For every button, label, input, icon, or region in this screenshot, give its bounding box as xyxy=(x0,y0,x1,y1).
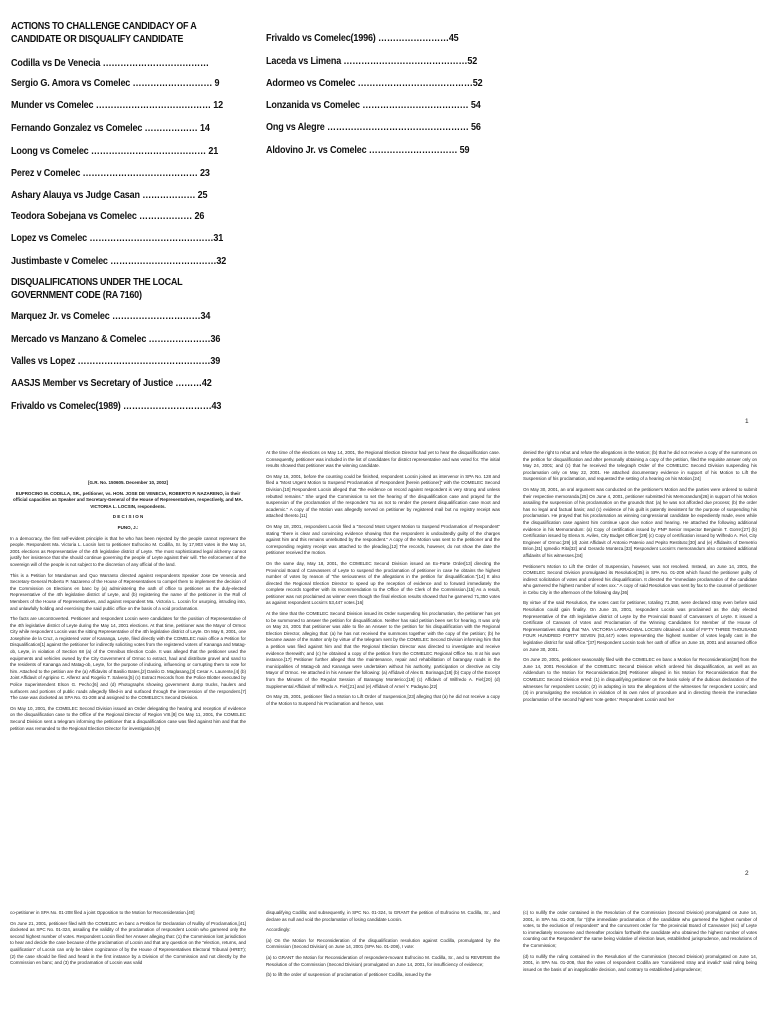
paragraph: This is a Petition for Mandamus and Quo Warranto directed against respondents Speaker Jose De Venecia and Secretary-General Roberto P. Nazareno of the House of Representatives to compel them to implement the decision of the Commission on Elections en banc by (a) administering the oath of office to petitioner as the duly-elected Representative of the 4th legislative district of Leyte, and (b) registering the name of the petitioner in the Roll of Members of the House of Representatives, and against respondent Ma. Victoria L. Locsin for usurping, intruding into, and unlawfully holding and exercising the said public office on the basis of a void proclamation. xyxy=(10,572,246,611)
case-gr-number: [G.R. No. 150605. December 10, 2002] xyxy=(87,480,169,485)
toc-entry[interactable]: Valles vs Lopez ………………………………………39 xyxy=(11,355,221,367)
toc-entry[interactable]: Ashary Alauya vs Judge Casan ……………… 25 xyxy=(11,189,208,201)
toc-heading-line: DISQUALIFICATIONS UNDER THE LOCAL xyxy=(11,276,183,288)
paragraph: denied the right to rebut and refute the allegations in the Motion; (b) that he did not receive a copy of the summons on the petition for disqualification and after personally obtaining a copy of the petition, filed the requisite answer only on May 24, 2001; and (c) that he received the telegraph Order of the COMELEC Second Division suspending his proclamation only on May 22, 2001. He attached documentary evidence in support of his Motion to Lift the Suspension of his proclamation, and requested the setting of a hearing on his Motion.[24] xyxy=(523,450,757,482)
toc-entry[interactable]: Laceda vs Limena ……………………………………52 xyxy=(266,55,478,67)
paragraph: disqualifying Codilla; and subsequently, in SPC No. 01-324, to GRANT the petition of Eufrocino M. Codilla, Sr., and declare as null and void the proclamation of losing candidate Locsin. xyxy=(266,910,500,922)
toc-entry[interactable]: Codilla vs De Venecia ……………………………… xyxy=(11,57,209,69)
toc-entry[interactable]: Frivaldo vs Comelec(1996) ……………………45 xyxy=(266,32,459,44)
toc-entry[interactable]: Munder vs Comelec ………………………………… 12 xyxy=(11,99,223,111)
toc-entry[interactable]: Lopez vs Comelec ……………………………………31 xyxy=(11,232,224,244)
paragraph: On May 18, 2001, respondent Locsin filed a "Second Most Urgent Motion to Suspend Proclamation of Respondent" stating "there is clear and convincing evidence showing that the respondent is undoubtedly guilty of the charges against him and this remains unrebutted by the respondent." A copy of the Motion was sent to the petitioner and the corresponding registry receipt was attached to the pleading.[12] The records, however, do not show the date the petitioner received the motion. xyxy=(266,523,500,556)
paragraph: (a) to GRANT the Motion for Reconsideration of respondent-movant Eufrocino M. Codilla, Sr., and to REVERSE the Resolution of the Commission (Second Division) promulgated on June 14, 2001, for insufficiency of evidence; xyxy=(266,954,500,967)
paragraph: The facts are uncontroverted. Petitioner and respondent Locsin were candidates for the position of Representative of the 4th legislative district of Leyte during the May 14, 2001 elections. At that time, petitioner was the Mayor of Ormoc City while respondent Locsin was the sitting Representative of the 4th legislative district of Leyte. On May 8, 2001, one Josephine de la Cruz, a registered voter of Kananga, Leyte, filed directly with the COMELEC main office a Petition for Disqualification[1] against the petitioner for indirectly soliciting votes from the registered voters of Kananga and Matag-ob, Leyte, in violation of Section 68 (a) of the Omnibus Election Code. It was alleged that the petitioner used the equipments and vehicles owned by the City Government of Ormoc to extract, haul and distribute gravel and sand to the residents of Kananga and Matag-ob, Leyte, for the purpose of inducing, influencing or corrupting them to vote for him. Attached to the petition are the (a) Affidavits of Basilio Bates,[2] Danilo D. Maglasang,[3] Cesar A. Laurente,[4] (b) Joint Affidavit of Agripino C. Alferez and Rogelio T. Salvera;[5] (c) Extract Records from the Police Blotter executed by Police Superintendent Elson G. Pecho;[6] and (d) Photographs showing government dump trucks, haulers and surfacers and portions of public roads allegedly filled-in and surfaced through the intercession of the respondent.[7] The case was docketed as SPA No. 01-208 and assigned to the COMELEC's Second Division. xyxy=(10,616,246,701)
text-column-3 xyxy=(523,450,757,854)
toc-entry[interactable]: Ong vs Alegre ………………………………………… 56 xyxy=(266,121,481,133)
paragraph: In a democracy, the first self-evident principle is that he who has been rejected by the people cannot represent the people. Respondent Ma. Victoria L. Locsin lost to petitioner Eufrocino M. Codilla, Sr. by 17,903 votes in the May 14, 2001 elections as Representative of the 4th legislative district of Leyte. The most sophisticated legal alchemy cannot justify her insistence that she should continue governing the people of Leyte against their will. The enforcement of the sovereign will of the people is not subject to the discretion of any official of the land. xyxy=(10,535,246,567)
paragraph: Accordingly: xyxy=(266,927,291,933)
paragraph: (c) to nullify the order contained in the Resolution of the Commission (Second Division) promulgated on June 14, 2001, in SPA No. 01-208, for "(t)he immediate proclamation of the candidate who garnered the highest number of votes, to the exclusion of respondent" and the concurrent order for "the provincial Board of Canvasser (sic) of Leyte to immediately reconvene and thereafter proclaim forthwith the candidate who obtained the highest number of votes counting out the Respondent" the same being violative of election laws, established jurisprudence, and resolutions of the Commission; xyxy=(523,910,757,948)
toc-entry[interactable]: Marquez Jr. vs Comelec …………………………34 xyxy=(11,310,211,322)
paragraph: By virtue of the said Resolution, the votes cast for petitioner, totaling 71,350, were declared stray even before said Resolution could gain finality. On June 15, 2001, respondent Locsin was proclaimed as the duly elected Representative of the 4th legislative district of Leyte by the Provincial Board of Canvassers of Leyte. It issued a Certificate of Canvass of Votes and Proclamation of the Winning Candidates for Member of the House of Representatives stating that "MA. VICTORIA LARRAZABAL LOCSIN obtained a total of FIFTY THREE THOUSAND FOUR HUNDRED FORTY SEVEN (53,447) votes representing the highest number of votes legally cast in the legislative district for said office."[37] Respondent Locsin took her oath of office on June 18, 2001 and assumed office on June 30, 2001. xyxy=(523,600,757,652)
toc-heading-line: GOVERNMENT CODE (RA 7160) xyxy=(11,289,142,301)
ponente: PUNO, J.: xyxy=(117,524,139,530)
paragraph: (b) to lift the order of suspension of proclamation of petitioner Codilla, issued by the xyxy=(266,972,432,978)
paragraph: On May 10, 2001, the COMELEC Second Division issued an Order delegating the hearing and reception of evidence on the disqualification case to the Office of the Regional Director of Region VIII.[8] On May 11, 2001, the COMELEC Second Division sent a telegram informing the petitioner that a disqualification case was filed against him and that the petition was remanded to the Regional Election Director for investigation.[9] xyxy=(10,705,246,731)
paragraph: On June 20, 2001, petitioner seasonably filed with the COMELEC en banc a Motion for Reconsideration[38] from the June 14, 2001 Resolution of the COMELEC Second Division which ordered his disqualification, as well as an Addendum to the Motion for Reconsideration.[39] Petitioner alleged in his Motion for Reconsideration that the COMELEC Second Division erred: (1) in disqualifying petitioner on the basis solely of the dubious declaration of the witnesses for respondent Locsin; (2) in adopting in toto the allegations of the witnesses for respondent Locsin; and (3) in promulgating the resolution in violation of its own rules of procedure and in directing therein the immediate proclamation of the second highest 'vote getter.' Respondent Locsin and her xyxy=(523,657,757,702)
paragraph: (d) to nullify the ruling contained in the Resolution of the Commission (Second Division) promulgated on June 14, 2001, in SPA No. 01-208, that the votes of respondent Codilla are "considered stray and invalid" said ruling being issued on the basis of an inapplicable decision, and contrary to established jurisprudence; xyxy=(523,953,757,972)
toc-entry[interactable]: Frivaldo vs Comelec(1989) …………………………43 xyxy=(11,400,222,412)
toc-entry[interactable]: Lonzanida vs Comelec ……………………………… 54 xyxy=(266,99,481,111)
paragraph: On the same day, May 18, 2001, the COMELEC Second Division issued an Ex-Parte Order[13] directing the Provincial Board of Canvassers of Leyte to suspend the proclamation of petitioner in case he obtains the highest number of votes by reason of "the seriousness of the allegations in the petition for disqualification."[14] It also directed the Regional Election Director to speed up the reception of evidence and to forward immediately the complete records together with its recommendation to the Office of the Clerk of the Commission.[15] As a result, petitioner was not proclaimed as winner even though the final election results showed that he garnered 71,350 votes as against respondent Locsin's 53,447 votes.[16] xyxy=(266,560,500,606)
toc-entry[interactable]: Loong vs Comelec ………………………………… 21 xyxy=(11,145,219,157)
paragraph: On May 25, 2001, petitioner filed a Motion to Lift Order of Suspension,[23] alleging that (a) he did not receive a copy of the Motion to Suspend his Proclamation and hence, was xyxy=(266,694,500,706)
toc-heading-lgc xyxy=(11,276,182,302)
paragraph: At the time that the COMELEC Second Division issued its Order suspending his proclamation, the petitioner has yet to be summoned to answer the petition for disqualification. Neither has said petition been set for hearing. It was only on May 24, 2001 that petitioner was able to file an Answer to the petition for his disqualification with the Regional Election Director, alleging that: (a) he has not received the summons together with the copy of the petition; (b) he became aware of the matter only by virtue of the telegram sent by the COMELEC Second Division informing him that a petition was filed against him and that the Regional Election Director was directed to investigate and receive evidence therewith; and (c) he obtained a copy of the petition from the COMELEC Regional Office No. 8 at his own instance.[17] Petitioner further alleged that the maintenance, repair and rehabilitation of barangay roads in the municipalities of Matag-ob and Kananga were undertaken without his authority, participation or directive as City Mayor of Ormoc. He attached in his Answer the following: (a) Affidavit of Alex B. Borinaga;[18] (b) Copy of the Excerpt from the Minutes of the Regular Session of Barangay Monterico;[19] (c) Affidavit of Wilfredo A. Fiel;[20] (d) Supplemental Affidavit of Wilfredo A. Fiel;[21] and (e) Affidavit of Arnel Y. Padayao.[22] xyxy=(266,611,500,689)
decision-label: D E C I S I O N xyxy=(112,514,144,520)
text-column-3 xyxy=(523,910,757,1024)
paragraph: co-petitioner in SPA No. 01-208 filed a joint Opposition to the Motion for Reconsideration.[40] xyxy=(10,910,195,915)
paragraph: (a) On the Motion for Reconsideration of the disqualification resolution against Codilla, promulgated by the Commission (Second Division) on June 14, 2001 (SPA No. 01-208), I vote: xyxy=(266,937,500,950)
toc-entry[interactable]: Aldovino Jr. vs Comelec ………………………… 59 xyxy=(266,144,470,156)
toc-heading-line: ACTIONS TO CHALLENGE CANDIDACY OF A xyxy=(11,20,197,32)
case-parties: EUFROCINO M. CODILLA, SR., petitioner, vs. HON. JOSE DE VENECIA, ROBERTO P. NAZARENO, in their official capacities as Speaker and Secretary-General of the House of Representatives, respectively, and MA. VICTORIA L. LOCSIN, respondents. xyxy=(12,490,243,509)
toc-heading-disqualify xyxy=(11,20,196,46)
toc-entry[interactable]: AASJS Member vs Secretary of Justice ………42 xyxy=(11,377,212,389)
paragraph: Petitioner's Motion to Lift the Order of Suspension, however, was not resolved. Instead, on June 14, 2001, the COMELEC Second Division promulgated its Resolution[35] in SPA No. 01-208 which found the petitioner guilty of indirect solicitation of votes and ordered his disqualification. It directed the "immediate proclamation of the candidate who garnered the highest number of votes xxx." A copy of said Resolution was sent by fax to the counsel of petitioner in Cebu City in the afternoon of the following day.[36] xyxy=(523,563,757,595)
toc-entry[interactable]: Adormeo vs Comelec …………………………………52 xyxy=(266,77,483,89)
paragraph: On May 16, 2001, before the counting could be finished, respondent Locsin joined as intervenor in SPA No. 128 and filed a "Most Urgent Motion to Suspend Proclamation of Respondent [herein petitioner]" with the COMELEC Second Division.[10] Respondent Locsin alleged that "the evidence on record against respondent is very strong and unless rebutted remains." She urged the Commission to set the hearing of the disqualification case and prayed for the suspension of the proclamation of the respondent "so as not to render the present disqualification case moot and academic." A copy of the Motion was allegedly served on petitioner by registered mail but no registry receipt was attached thereto.[11] xyxy=(266,473,500,519)
page-number: 2 xyxy=(745,870,749,877)
toc-entry[interactable]: Justimbaste v Comelec ………………………………32 xyxy=(11,255,227,267)
toc-entry[interactable]: Mercado vs Manzano & Comelec …………………36 xyxy=(11,333,221,345)
paragraph: On May 30, 2001, an oral argument was conducted on the petitioner's Motion and the parties were ordered to submit their respective memoranda.[25] On June 4, 2001, petitioner submitted his Memorandum[26] in support of his Motion assailing the suspension of his proclamation on the grounds that: (a) he was not afforded due process; (b) the order has no legal and factual basis; and (c) evidence of his guilt is patently inexistent for the purpose of suspending his proclamation. He prayed that his proclamation as winning congressional candidate be expediently made, even while the disqualification case against him continue upon due notice and hearing. He attached the following additional evidence in his Memorandum: (a) Copy of certification issued by PNP Senior Inspector Benjamin T. Gorre;[27] (b) Certification issued by Elena S. Aviles, City Budget Officer;[28] (c) Copy of certification issued by Wilfredo A. Fiel, City Engineer of Ormoc;[29] (d) Joint Affidavit of Antonio Patenio and Pepito Restituto;[30] and (e) Affidavits of Demetrio Brion,[31] Igmedio Rita[32] and Gerardo Monteza.[33] Respondent Locsin's memorandum also contained additional affidavits of his witnesses.[34] xyxy=(523,486,757,558)
text-column-2 xyxy=(266,910,500,1024)
page-number: 1 xyxy=(745,418,749,425)
toc-entry[interactable]: Sergio G. Amora vs Comelec ……………………… 9 xyxy=(11,77,220,89)
text-column-1 xyxy=(10,910,246,1024)
paragraph: At the time of the elections on May 14, 2001, the Regional Election Director had yet to hear the disqualification case. Consequently, petitioner was included in the list of candidates for district representative and was voted for. The initial results showed that petitioner was the winning candidate. xyxy=(266,450,500,469)
toc-entry[interactable]: Fernando Gonzalez vs Comelec ……………… 14 xyxy=(11,122,210,134)
toc-heading-line: CANDIDATE OR DISQUALIFY CANDIDATE xyxy=(11,33,184,45)
text-column-2 xyxy=(266,450,500,854)
toc-entry[interactable]: Teodora Sobejana vs Comelec ……………… 26 xyxy=(11,210,205,222)
text-column-1 xyxy=(10,480,246,850)
paragraph: On June 21, 2001, petitioner filed with the COMELEC en banc a Petition for Declaration of Nullity of Proclamation,[41] docketed as SPC No. 01-324, assailing the validity of the proclamation of respondent Locsin who garnered only the second highest number of votes. Respondent Locsin filed her Answer alleging that: (1) the Commission lost jurisdiction to hear and decide the case because of the proclamation of Locsin and that any question on the "election, returns, and qualification" of Locsin can only be taken cognizance of by the House of Representatives Electoral Tribunal (HRET); (2) the case should be filed and heard in the first instance by a Division of the Commission and not directly by the Commission en banc; and (3) the proclamation of Locsin was valid xyxy=(10,920,246,966)
toc-entry[interactable]: Perez v Comelec ………………………………… 23 xyxy=(11,167,210,179)
